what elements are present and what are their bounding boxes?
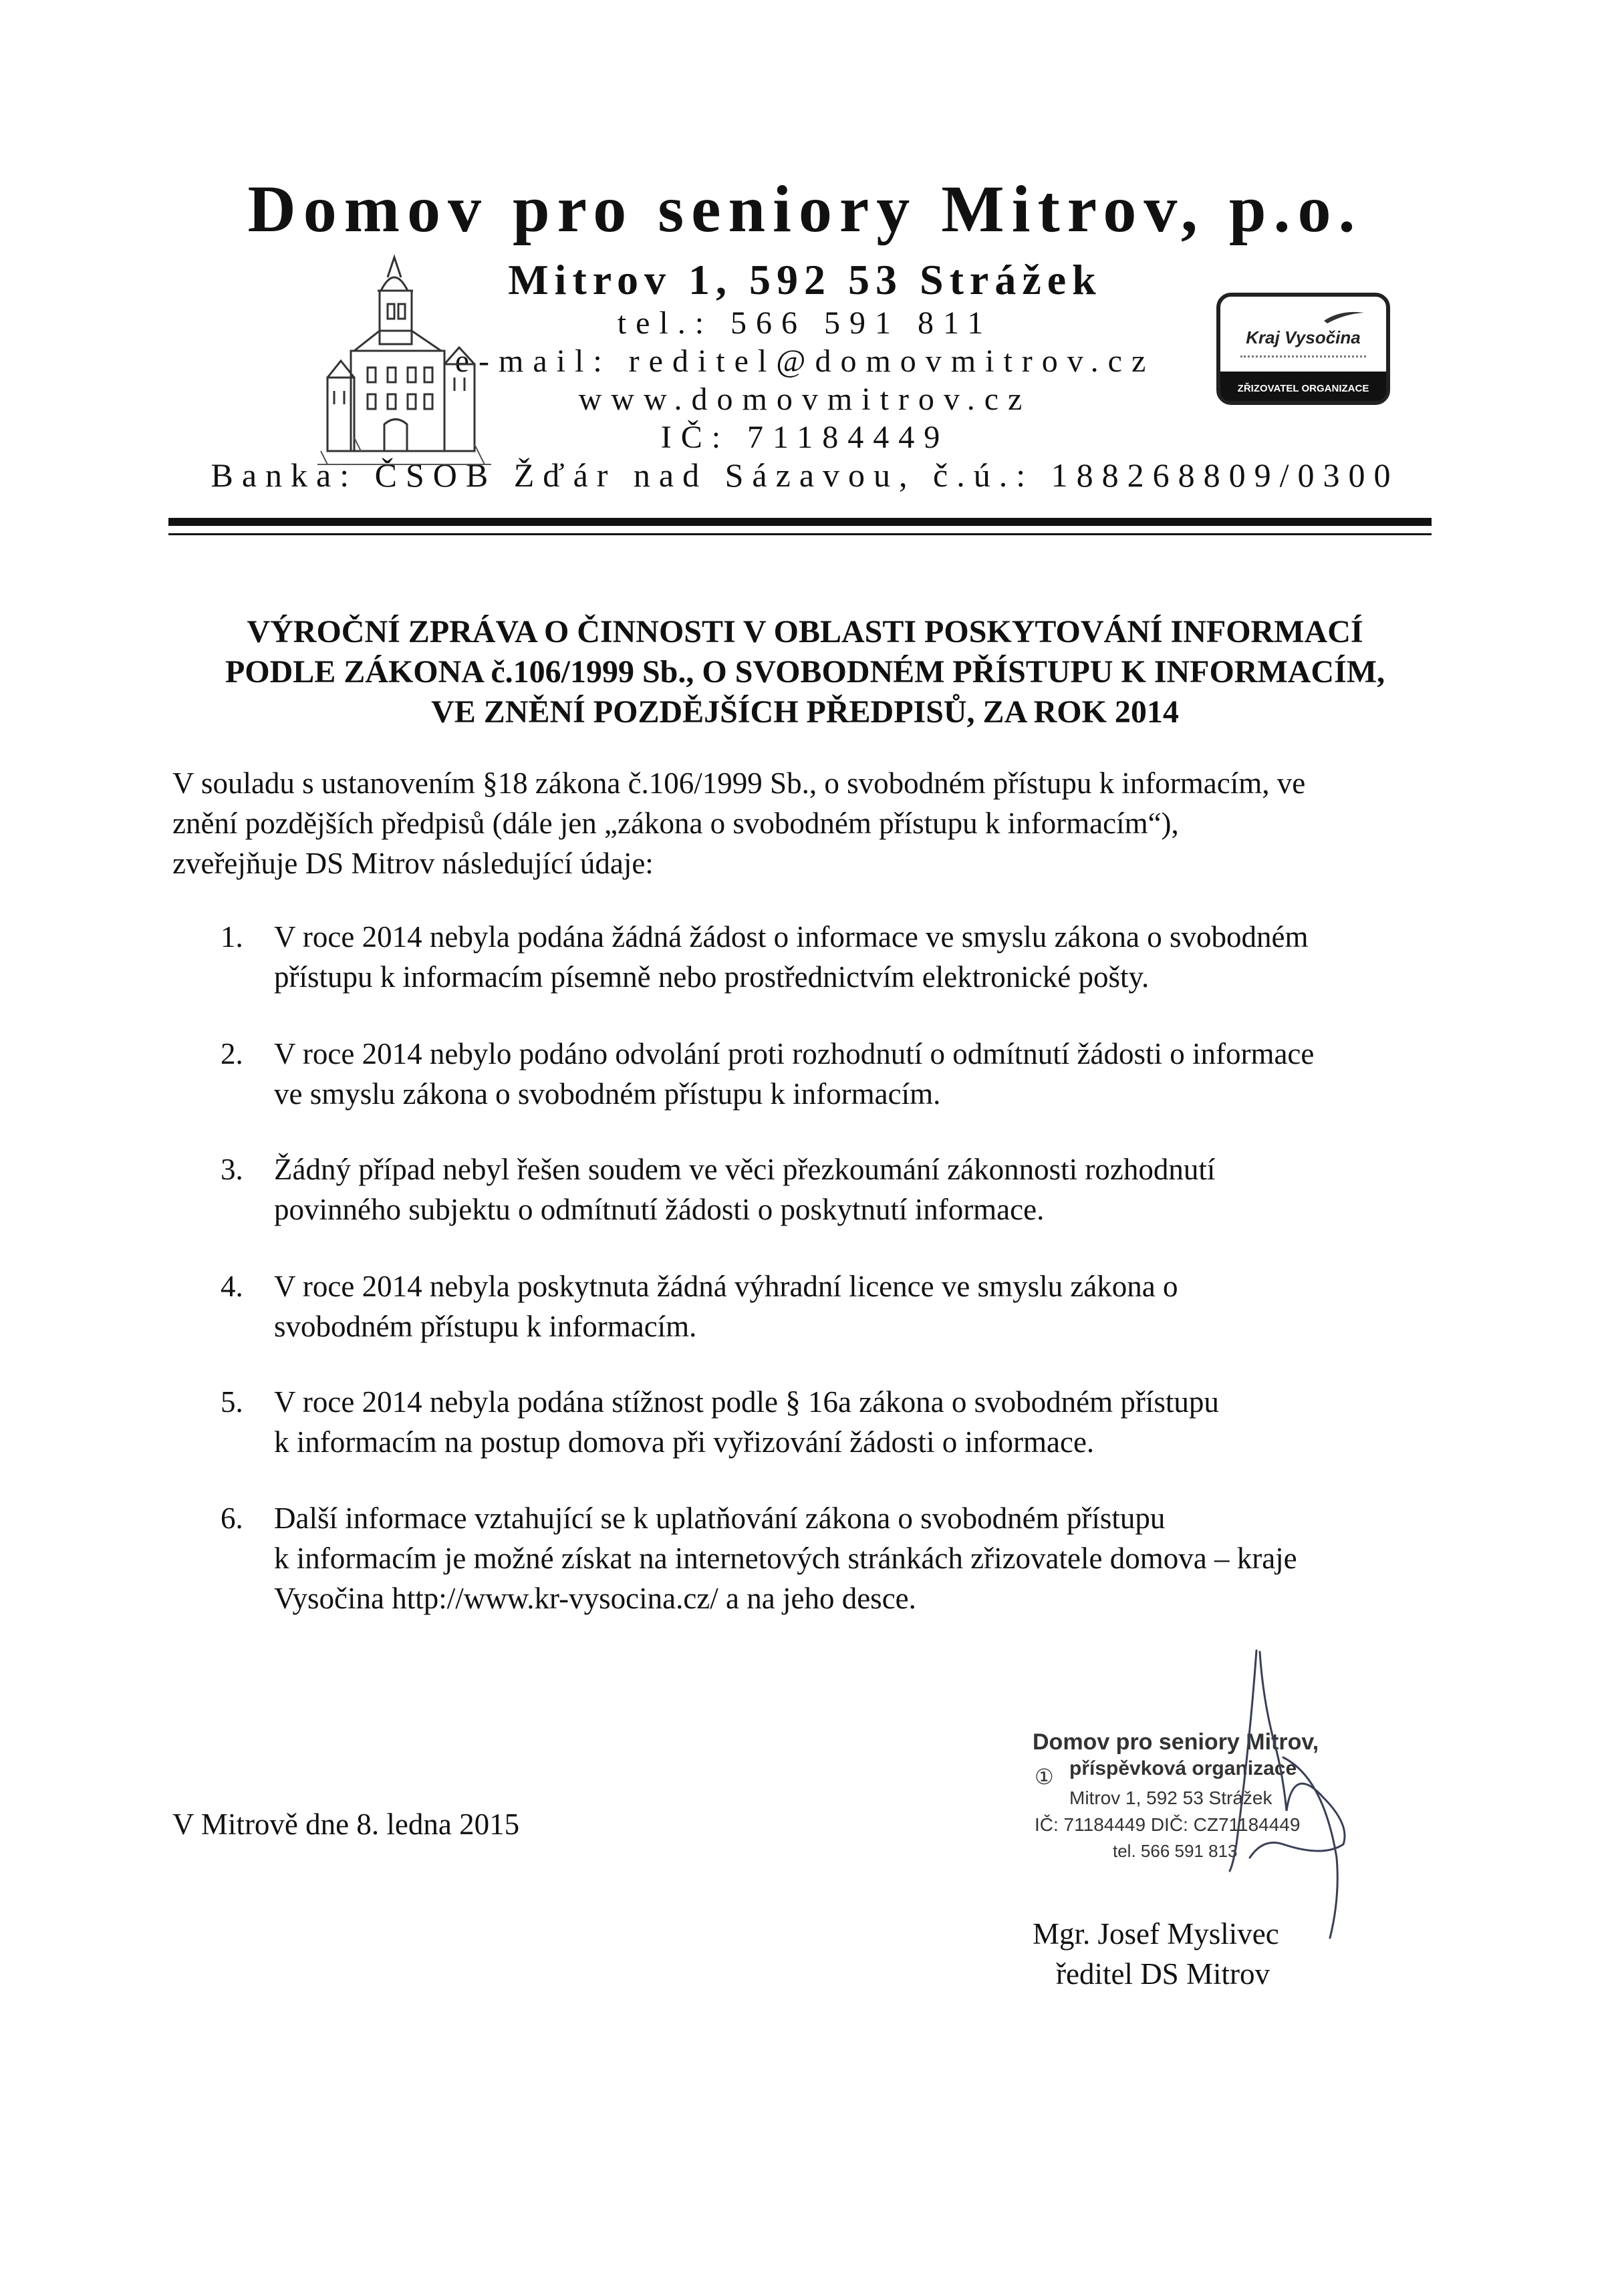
report-title-line-3: VE ZNĚNÍ POZDĚJŠÍCH PŘEDPISŮ, ZA ROK 2014 [431, 694, 1179, 730]
stamp-line-1: Domov pro seniory Mitrov, [1033, 1729, 1319, 1755]
kraj-vysocina-logo [1216, 293, 1390, 405]
list-item-text: Vysočina http://www.kr-vysocina.cz/ a na jeho desce. [274, 1582, 916, 1615]
list-item-text: Žádný případ nebyl řešen soudem ve věci přezkoumání zákonnosti rozhodnutí [274, 1153, 1216, 1186]
bank-line: Banka: ČSOB Žďár nad Sázavou, č.ú.: 188268809/0300 [211, 456, 1399, 494]
signer-name: Mgr. Josef Myslivec [1033, 1917, 1279, 1951]
list-item-number: 3. [221, 1153, 243, 1186]
intro-line-3: zveřejňuje DS Mitrov následující údaje: [172, 847, 654, 880]
list-item-text: svobodném přístupu k informacím. [274, 1310, 697, 1343]
list-item-text: přístupu k informacím písemně nebo prostřednictvím elektronické pošty. [274, 960, 1150, 994]
stamp-line-2: příspěvková organizace [1069, 1757, 1297, 1779]
place-and-date: V Mitrově dne 8. ledna 2015 [172, 1808, 520, 1841]
web-line: www.domovmitrov.cz [578, 382, 1032, 417]
ico-line: IČ: 71184449 [660, 420, 950, 455]
list-item-number: 1. [221, 920, 243, 954]
list-item-number: 2. [221, 1037, 243, 1070]
stamp-line-5: tel. 566 591 813 [1113, 1841, 1238, 1861]
list-item-text: Další informace vztahující se k uplatňování zákona o svobodném přístupu [274, 1501, 1166, 1535]
stamp-line-4: IČ: 71184449 DIČ: CZ71184449 [1035, 1814, 1301, 1835]
logo-dotted-line [1240, 355, 1366, 362]
list-item-text: V roce 2014 nebyla poskytnuta žádná výhradní licence ve smyslu zákona o [274, 1270, 1178, 1303]
organization-address: Mitrov 1, 592 53 Strážek [508, 256, 1102, 303]
castle-drawing-icon [314, 251, 495, 471]
organization-name: Domov pro seniory Mitrov, p.o. [247, 172, 1363, 246]
stamp-mark: ① [1035, 1765, 1054, 1789]
list-item-number: 6. [221, 1501, 243, 1535]
intro-line-2: znění pozdějších předpisů (dále jen „zákona o svobodném přístupu k informacím“), [172, 807, 1179, 840]
list-item-text: k informacím je možné získat na internetových stránkách zřizovatele domova – kraje [274, 1542, 1297, 1575]
report-title-line-2: PODLE ZÁKONA č.106/1999 Sb., O SVOBODNÉM PŘÍSTUPU K INFORMACÍM, [225, 654, 1385, 690]
email-line: e-mail: reditel@domovmitrov.cz [454, 343, 1156, 379]
list-item-text: V roce 2014 nebyla podána stížnost podle § 16a zákona o svobodném přístupu [274, 1385, 1219, 1419]
report-title-line-1: VÝROČNÍ ZPRÁVA O ČINNOSTI V OBLASTI POSKYTOVÁNÍ INFORMACÍ [247, 614, 1363, 650]
list-item-text: k informacím na postup domova při vyřizování žádosti o informace. [274, 1425, 1095, 1459]
stamp-line-3: Mitrov 1, 592 53 Strážek [1069, 1787, 1272, 1808]
kraj-logo-subtitle: ZŘIZOVATEL ORGANIZACE [1237, 383, 1369, 394]
kraj-logo-name: Kraj Vysočina [1246, 327, 1361, 347]
list-item-number: 5. [221, 1385, 243, 1419]
list-item-text: V roce 2014 nebylo podáno odvolání proti rozhodnutí o odmítnutí žádosti o informace [274, 1037, 1315, 1070]
header-rule-thick [168, 518, 1432, 526]
list-item-text: povinného subjektu o odmítnutí žádosti o poskytnutí informace. [274, 1193, 1045, 1226]
list-item-text: V roce 2014 nebyla podána žádná žádost o informace ve smyslu zákona o svobodném [274, 920, 1309, 954]
phone-line: tel.: 566 591 811 [617, 305, 993, 341]
swoosh-icon [1321, 306, 1367, 326]
intro-line-1: V souladu s ustanovením §18 zákona č.106/1999 Sb., o svobodném přístupu k informacím, ve [172, 766, 1306, 800]
list-item-text: ve smyslu zákona o svobodném přístupu k informacím. [274, 1077, 941, 1111]
list-item-number: 4. [221, 1270, 243, 1303]
handwritten-signature [1150, 1644, 1377, 1951]
header-rule-thin [168, 533, 1432, 535]
signer-role: ředitel DS Mitrov [1056, 1957, 1270, 1991]
